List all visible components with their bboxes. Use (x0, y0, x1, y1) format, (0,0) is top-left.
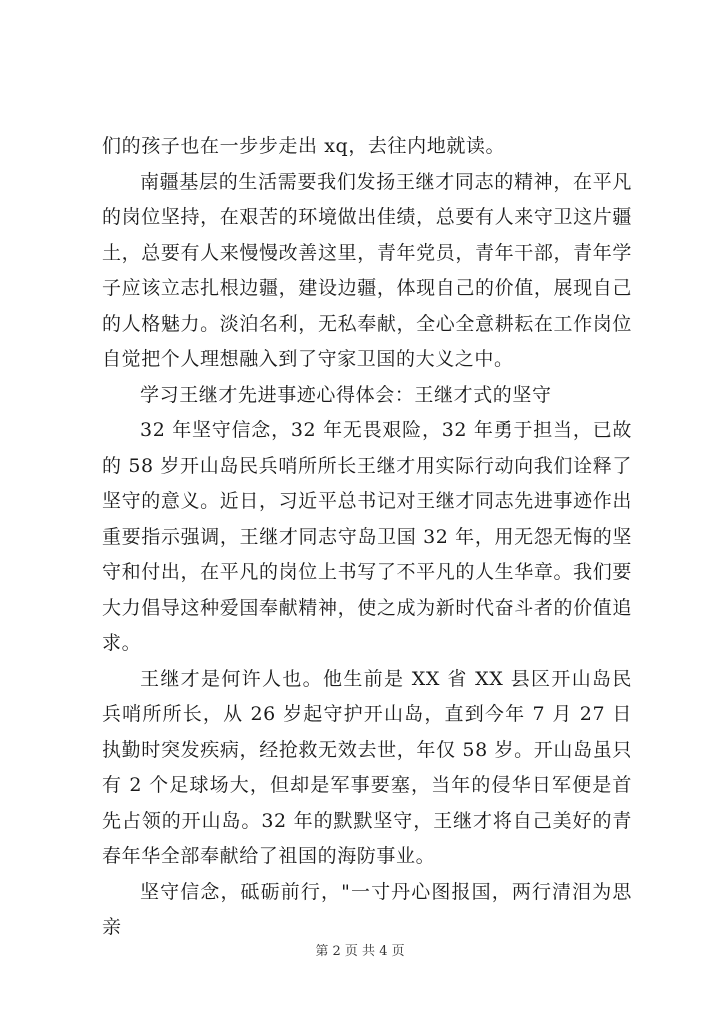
paragraph: 32 年坚守信念，32 年无畏艰险，32 年勇于担当，已故的 58 岁开山岛民兵哨所所长王继才用实际行动向我们诠释了坚守的意义。近日，习近平总书记对王继才同志先进事迹作出重要指示强调，王继才同志守岛卫国 32 年，用无怨无悔的坚守和付出，在平凡的岗位上书写了不平凡的人生华章。我们要大力倡导这种爱国奉献精神，使之成为新时代奋斗者的价值追求。 (102, 419, 632, 654)
document-body (102, 129, 632, 946)
page-number-footer: 第 2 页 共 4 页 (315, 944, 405, 959)
paragraph: 们的孩子也在一步步走出 xq，去往内地就读。 (102, 135, 506, 157)
paragraph: 王继才是何许人也。他生前是 XX 省 XX 县区开山岛民兵哨所所长，从 26 岁起守护开山岛，直到今年 7 月 27 日执勤时突发疾病，经抢救无效去世，年仅 58 岁。开山岛虽只有 2 个足球场大，但却是军事要塞，当年的侵华日军便是首先占领的开山岛。32 年的默默坚守，王继才将自己美好的青春年华全部奉献给了祖国的海防事业。 (102, 667, 632, 867)
paragraph: 坚守信念，砥砺前行，"一寸丹心图报国，两行清泪为思亲 (102, 880, 632, 938)
paragraph: 南疆基层的生活需要我们发扬王继才同志的精神，在平凡的岗位坚持，在艰苦的环境做出佳绩，总要有人来守卫这片疆土，总要有人来慢慢改善这里，青年党员，青年干部，青年学子应该立志扎根边疆，建设边疆，体现自己的价值，展现自己的人格魅力。淡泊名利，无私奉献，全心全意耕耘在工作岗位自觉把个人理想融入到了守家卫国的大义之中。 (102, 170, 632, 370)
section-heading: 学习王继才先进事迹心得体会：王继才式的坚守 (140, 383, 552, 406)
